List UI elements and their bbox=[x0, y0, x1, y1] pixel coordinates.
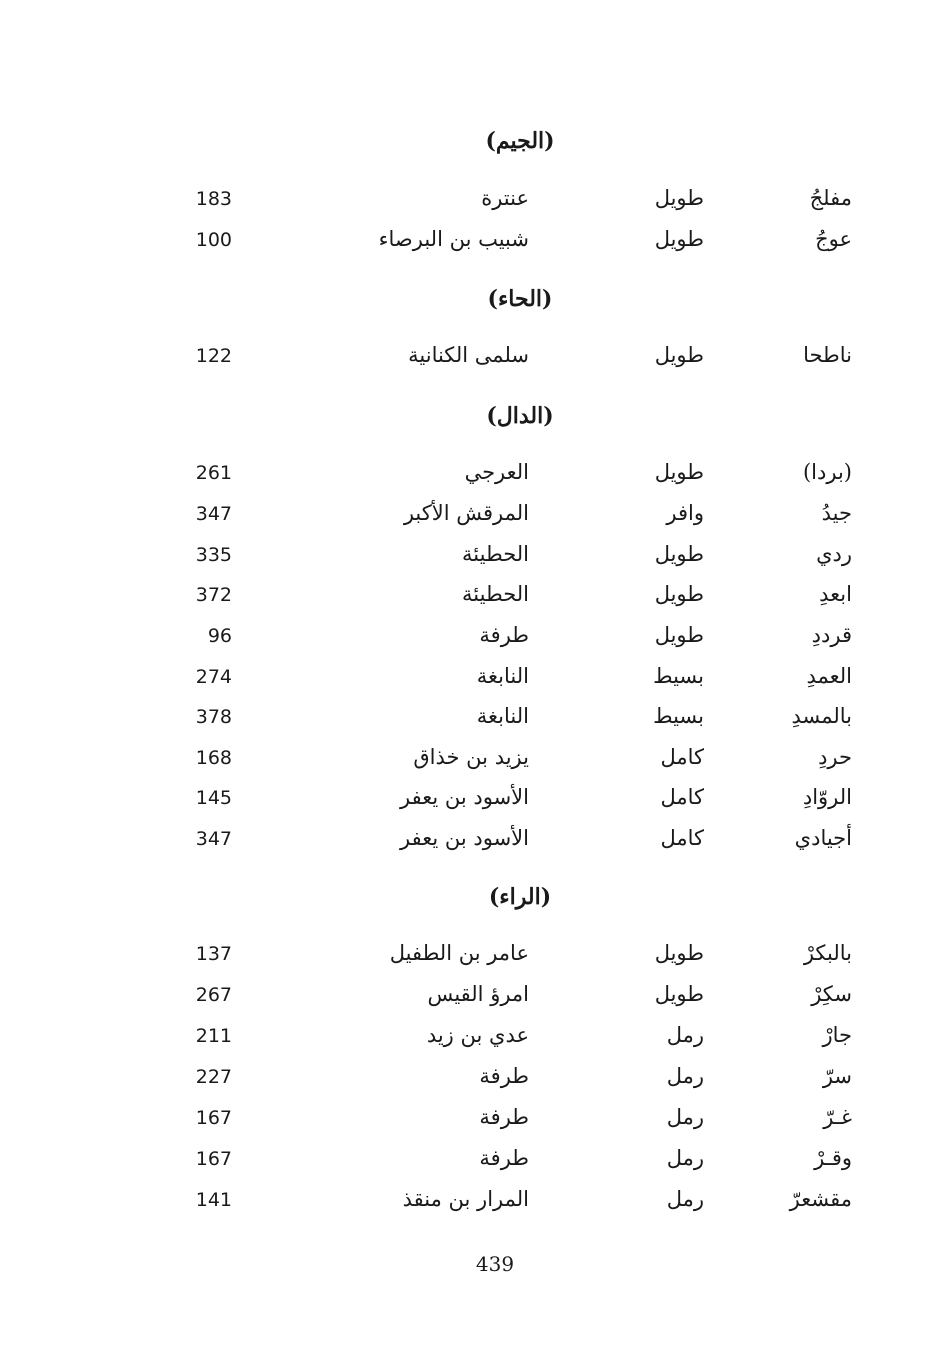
page-ref: 141 bbox=[195, 1189, 232, 1211]
rhyme-word: أجيادي bbox=[794, 826, 852, 850]
rhyme-word: مفلجُ bbox=[809, 186, 852, 210]
index-row bbox=[0, 501, 949, 541]
page-ref: 145 bbox=[195, 787, 232, 809]
poet-name: النابغة bbox=[476, 664, 529, 688]
index-row bbox=[0, 186, 949, 226]
page-ref: 227 bbox=[195, 1066, 232, 1088]
page-ref: 168 bbox=[195, 747, 232, 769]
index-row bbox=[0, 704, 949, 744]
rhyme-word: جيدُ bbox=[821, 501, 852, 525]
section-heading-haa: (الحاء) bbox=[487, 286, 553, 312]
meter: رمل bbox=[666, 1023, 704, 1047]
poet-name: الأسود بن يعفر bbox=[400, 785, 529, 809]
index-row bbox=[0, 664, 949, 704]
index-row bbox=[0, 1023, 949, 1063]
page-ref: 167 bbox=[195, 1107, 232, 1129]
page-ref: 261 bbox=[195, 462, 232, 484]
poet-name: عنترة bbox=[481, 186, 529, 210]
index-row bbox=[0, 1146, 949, 1186]
poet-name: طرفة bbox=[479, 1146, 529, 1170]
poet-name: العرجي bbox=[464, 460, 529, 484]
index-row bbox=[0, 227, 949, 267]
page-ref: 372 bbox=[195, 584, 232, 606]
page-ref: 267 bbox=[195, 984, 232, 1006]
meter: بسيط bbox=[653, 704, 704, 728]
index-row bbox=[0, 745, 949, 785]
page-ref: 347 bbox=[195, 828, 232, 850]
rhyme-word: غـرّ bbox=[823, 1105, 852, 1129]
page-number: 439 bbox=[475, 1252, 515, 1276]
poet-name: امرؤ القيس bbox=[427, 982, 529, 1006]
rhyme-word: العمدِ bbox=[806, 664, 852, 688]
rhyme-word: بالبكرْ bbox=[803, 941, 852, 965]
page-ref: 100 bbox=[195, 229, 232, 251]
meter: رمل bbox=[666, 1187, 704, 1211]
page-ref: 274 bbox=[195, 666, 232, 688]
page-ref: 347 bbox=[195, 503, 232, 525]
page-ref: 183 bbox=[195, 188, 232, 210]
meter: كامل bbox=[660, 785, 704, 809]
meter: طويل bbox=[654, 941, 704, 965]
poet-name: عامر بن الطفيل bbox=[389, 941, 529, 965]
meter: طويل bbox=[654, 186, 704, 210]
poet-name: شبيب بن البرصاء bbox=[378, 227, 529, 251]
meter: طويل bbox=[654, 460, 704, 484]
meter: كامل bbox=[660, 745, 704, 769]
poet-name: سلمى الكنانية bbox=[408, 343, 529, 367]
index-row bbox=[0, 1064, 949, 1104]
meter: بسيط bbox=[653, 664, 704, 688]
poet-name: المرار بن منقذ bbox=[402, 1187, 529, 1211]
index-row bbox=[0, 582, 949, 622]
poet-name: الأسود بن يعفر bbox=[400, 826, 529, 850]
rhyme-word: مقشعرّ bbox=[789, 1187, 852, 1211]
index-row bbox=[0, 343, 949, 383]
meter: رمل bbox=[666, 1146, 704, 1170]
page-ref: 211 bbox=[195, 1025, 232, 1047]
rhyme-word: عوجُ bbox=[815, 227, 852, 251]
poet-name: عدي بن زيد bbox=[426, 1023, 529, 1047]
page-ref: 167 bbox=[195, 1148, 232, 1170]
rhyme-word: بالمسدِ bbox=[791, 704, 852, 728]
index-row bbox=[0, 1187, 949, 1227]
page-ref: 335 bbox=[195, 544, 232, 566]
meter: طويل bbox=[654, 623, 704, 647]
poet-name: الحطيئة bbox=[462, 542, 529, 566]
poet-name: طرفة bbox=[479, 623, 529, 647]
poet-name: يزيد بن خذاق bbox=[413, 745, 529, 769]
rhyme-word: سكِرْ bbox=[811, 982, 852, 1006]
rhyme-word: الروّادِ bbox=[802, 785, 852, 809]
poet-name: طرفة bbox=[479, 1105, 529, 1129]
meter: طويل bbox=[654, 982, 704, 1006]
poet-name: المرقش الأكبر bbox=[403, 501, 529, 525]
page-ref: 137 bbox=[195, 943, 232, 965]
rhyme-word: حردِ bbox=[818, 745, 852, 769]
index-row bbox=[0, 785, 949, 825]
section-heading-dal: (الدال) bbox=[486, 403, 554, 429]
meter: طويل bbox=[654, 343, 704, 367]
meter: كامل bbox=[660, 826, 704, 850]
index-row bbox=[0, 1105, 949, 1145]
rhyme-word: ردي bbox=[816, 542, 852, 566]
page-ref: 96 bbox=[207, 625, 232, 647]
rhyme-word: جارْ bbox=[822, 1023, 852, 1047]
rhyme-word: (بردا) bbox=[802, 460, 852, 484]
rhyme-word: قرددِ bbox=[811, 623, 852, 647]
rhyme-word: ابعدِ bbox=[819, 582, 852, 606]
rhyme-word: سرّ bbox=[822, 1064, 852, 1088]
poet-name: الحطيئة bbox=[462, 582, 529, 606]
section-heading-jeem: (الجيم) bbox=[485, 128, 555, 154]
meter: رمل bbox=[666, 1105, 704, 1129]
index-row bbox=[0, 982, 949, 1022]
rhyme-word: وقـرْ bbox=[814, 1146, 852, 1170]
index-row bbox=[0, 826, 949, 866]
meter: طويل bbox=[654, 227, 704, 251]
meter: وافر bbox=[666, 501, 704, 525]
page-ref: 378 bbox=[195, 706, 232, 728]
meter: طويل bbox=[654, 582, 704, 606]
index-row bbox=[0, 941, 949, 981]
index-row bbox=[0, 542, 949, 582]
poet-name: طرفة bbox=[479, 1064, 529, 1088]
index-row bbox=[0, 460, 949, 500]
index-row bbox=[0, 623, 949, 663]
section-heading-raa: (الراء) bbox=[488, 884, 552, 910]
poet-name: النابغة bbox=[476, 704, 529, 728]
meter: رمل bbox=[666, 1064, 704, 1088]
page-ref: 122 bbox=[195, 345, 232, 367]
rhyme-word: ناطحا bbox=[803, 343, 852, 367]
meter: طويل bbox=[654, 542, 704, 566]
